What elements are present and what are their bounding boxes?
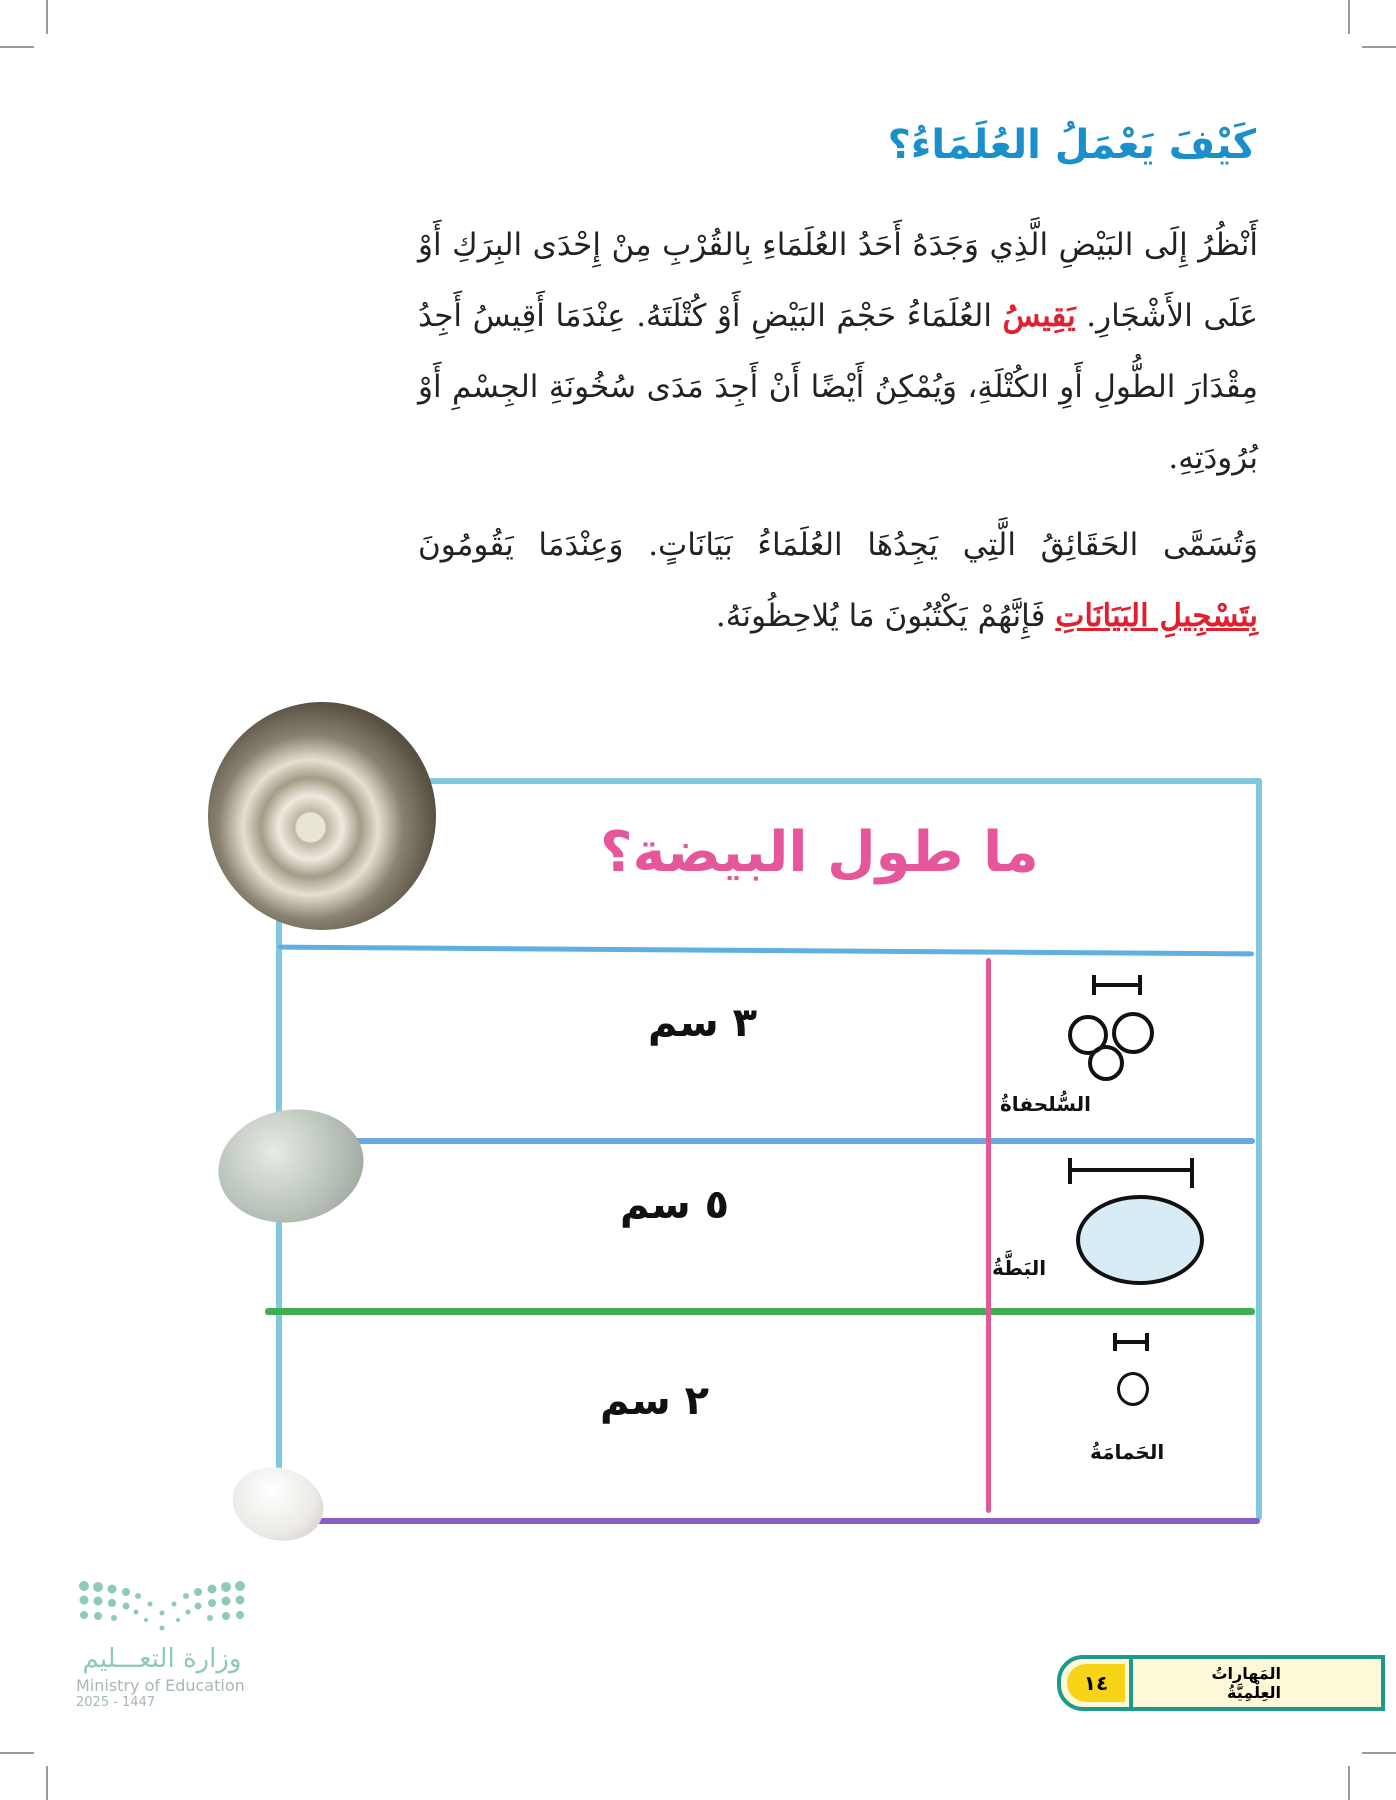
logo-english: Ministry of Education — [76, 1676, 245, 1695]
crop-mark — [1362, 1752, 1396, 1754]
table-line — [986, 958, 991, 1513]
logo-dots-icon — [76, 1578, 248, 1638]
table-line — [420, 778, 1262, 784]
crop-mark — [0, 1752, 34, 1754]
section-heading: كَيْفَ يَعْمَلُ العُلَمَاءُ؟ — [887, 122, 1256, 168]
paragraph-text: أَنْظُرُ إِلَى البَيْضِ الَّذِي وَجَدَهُ أَحَدُ العُلَمَاءِ بِالقُرْبِ مِنْ إِحْدَى البِرَكِ أَوْ عَلَى الأَشْجَارِ. — [418, 227, 1258, 334]
paragraph-measure — [418, 210, 1258, 494]
page-number: ١٤ — [1067, 1664, 1125, 1702]
logo-arabic: وزارة التعـــليم — [82, 1644, 242, 1674]
keyword-recording-data: بِتَسْجِيلِ البَيَانَاتِ — [1055, 598, 1258, 634]
duck-egg-photo — [209, 1098, 372, 1234]
animal-label: البَطَّةُ — [992, 1256, 1047, 1280]
paragraph-text: وَتُسَمَّى الحَقَائِقُ الَّتِي يَجِدُهَا العُلَمَاءُ بَيَانَاتٍ. وَعِنْدَمَا يَقُومُونَ — [418, 527, 1258, 563]
table-line — [1256, 780, 1262, 1520]
paragraph-data — [418, 510, 1258, 652]
paragraph-text: العُلَمَاءُ حَجْمَ البَيْضِ أَوْ كُتْلَتَهُ. عِنْدَمَا أَقِيسُ أَجِدُ مِقْدَارَ الطُّولِ أَوِ الكُتْلَةِ، وَيُمْكِنُ أَيْضًا أَنْ أَجِدَ مَدَى سُخُونَةِ الجِسْمِ أَوْ بُرُودَتِهِ. — [418, 298, 1258, 476]
table-line — [265, 1308, 1255, 1315]
paragraph-text: فَإِنَّهُمْ يَكْتُبُونَ مَا يُلاحِظُونَهُ. — [715, 598, 1056, 634]
length-value: ٥ سم — [620, 1182, 730, 1228]
crop-mark — [1348, 1766, 1350, 1800]
crop-mark — [46, 1766, 48, 1800]
logo-year: 2025 - 1447 — [76, 1695, 156, 1710]
ministry-logo — [76, 1578, 248, 1738]
animal-label: الحَمامَةُ — [1090, 1440, 1165, 1464]
crop-mark — [0, 46, 34, 48]
turtle-eggs-photo — [208, 702, 436, 930]
page-footer-badge — [1057, 1655, 1385, 1711]
crop-mark — [1362, 46, 1396, 48]
table-title: ما طول البيضة؟ — [600, 820, 1039, 885]
animal-label: السُّلحفاةُ — [1000, 1092, 1092, 1116]
pigeon-egg-photo — [224, 1457, 332, 1550]
crop-mark — [1348, 0, 1350, 34]
length-value: ٢ سم — [600, 1378, 710, 1424]
length-value: ٣ سم — [648, 1000, 758, 1046]
table-line — [300, 1518, 1260, 1524]
keyword-measure: يَقِيسُ — [1002, 298, 1076, 334]
section-name: المَهاراتُ العِلْمِيَّةُ — [1211, 1664, 1281, 1702]
table-line — [278, 945, 1254, 957]
crop-mark — [46, 0, 48, 34]
table-line — [275, 1138, 1255, 1144]
